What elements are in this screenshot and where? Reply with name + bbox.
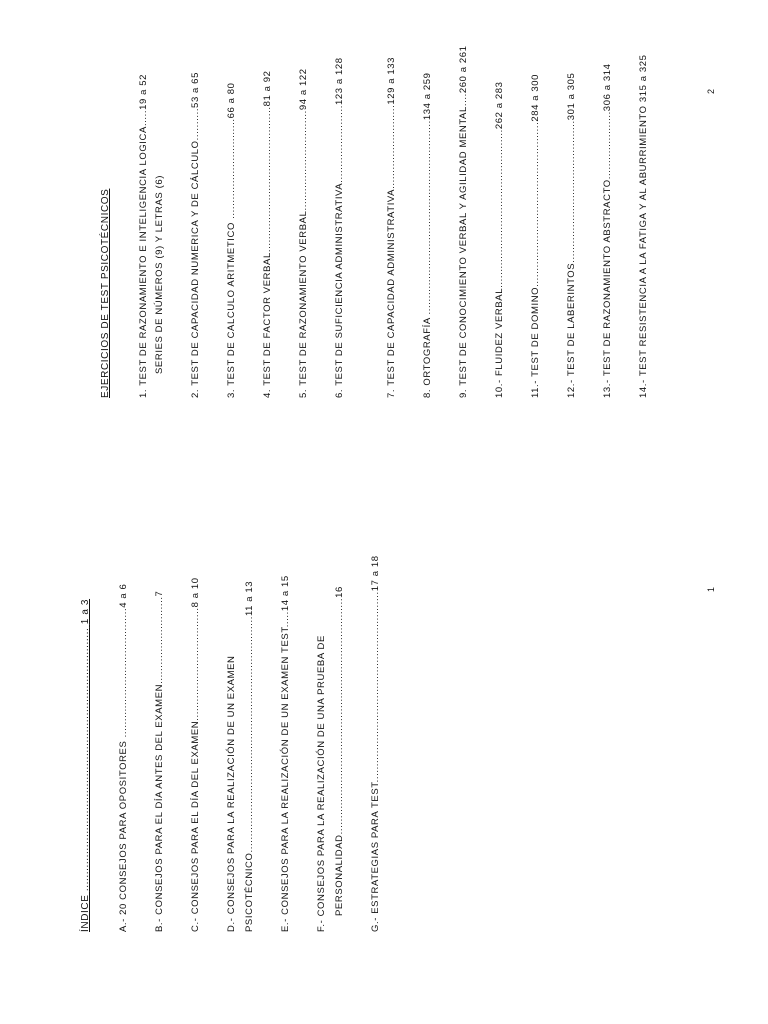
index-entry-f-cont: PERSONALIDAD.........................................................................16 bbox=[334, 586, 345, 916]
exercise-5: 5. TEST DE RAZONAMIENTO VERBAL...............................94 a 122 bbox=[298, 68, 309, 398]
index-entry-d-cont: PSICOTÉCNICO.........................................................................11 a 13 bbox=[244, 580, 255, 932]
index-entry-d: D.- CONSEJOS PARA LA REALIZACIÓN DE UN EXAMEN bbox=[226, 655, 237, 932]
exercise-2: 2. TEST DE CAPACIDAD NUMERICA Y DE CÁLCULO..........53 a 65 bbox=[190, 72, 201, 398]
index-title-text: ÍNDICE bbox=[80, 894, 91, 932]
exercise-11: 11.- TEST DE DOMINO...................................................284 a 300 bbox=[530, 73, 541, 398]
exercise-14: 14.- TEST RESISTENCIA A LA FATIGA Y AL ABURRIMIENTO 315 a 325 bbox=[638, 54, 649, 398]
exercise-8: 8. ORTOGRAFÍA ............................................................134 a 259 bbox=[422, 72, 433, 398]
index-entry-f: F.- CONSEJOS PARA LA REALIZACIÓN DE UNA PRUEBA DE bbox=[316, 635, 327, 932]
index-title-dots: .............................................................................. bbox=[80, 627, 91, 892]
exercise-12: 12.- TEST DE LABERINTOS............................................301 a 305 bbox=[566, 72, 577, 398]
exercise-1-cont: SERIES DE NÚMEROS (9) Y LETRAS (6) bbox=[154, 174, 165, 374]
exercise-13: 13.- TEST DE RAZONAMIENTO ABSTRACTO.....................306 a 314 bbox=[602, 63, 613, 398]
exercise-7: 7. TEST DE CAPACIDAD ADMINISTRATIVA..........................129 a 133 bbox=[386, 57, 397, 398]
exercise-1: 1. TEST DE RAZONAMIENTO E INTELIGENCIA LOGICA.....19 a 52 bbox=[138, 73, 149, 398]
index-title-pages: 1 a 3 bbox=[80, 598, 91, 625]
exercise-4: 4. TEST DE FACTOR VERBAL.............................................81 a 92 bbox=[262, 70, 273, 398]
exercise-3: 3. TEST DE CALCULO ARITMETICO ...............................66 a 80 bbox=[226, 82, 237, 398]
exercise-10: 10.- FLUIDEZ VERBAL.................................................262 a 283 bbox=[494, 81, 505, 398]
index-entry-b: B.- CONSEJOS PARA EL DÍA ANTES DEL EXAMEN...........................7 bbox=[154, 590, 165, 932]
left-page-number: 1 bbox=[706, 586, 716, 592]
index-entry-e: E.- CONSEJOS PARA LA REALIZACIÓN DE UN EXAMEN TEST.....14 a 15 bbox=[280, 575, 291, 932]
index-entry-c: C.- CONSEJOS PARA EL DÍA DEL EXAMEN...................................8 a 10 bbox=[190, 577, 201, 932]
index-entry-g: G.- ESTRATEGIAS PARA TEST...........................................................17 a 18 bbox=[370, 555, 381, 932]
index-entry-a: A.- 20 CONSEJOS PARA OPOSITORES ........................................4 a 6 bbox=[118, 583, 129, 932]
exercise-9: 9. TEST DE CONOCIMIENTO VERBAL Y AGILIDAD MENTAL....260 a 261 bbox=[458, 45, 469, 398]
index-title bbox=[80, 599, 91, 932]
exercises-title: EJERCICIOS DE TEST PSICOTÉCNICOS bbox=[100, 188, 111, 398]
right-page-number: 2 bbox=[706, 88, 716, 94]
exercise-6: 6. TEST DE SUFICIENCIA ADMINISTRATIVA........................123 a 128 bbox=[334, 57, 345, 398]
